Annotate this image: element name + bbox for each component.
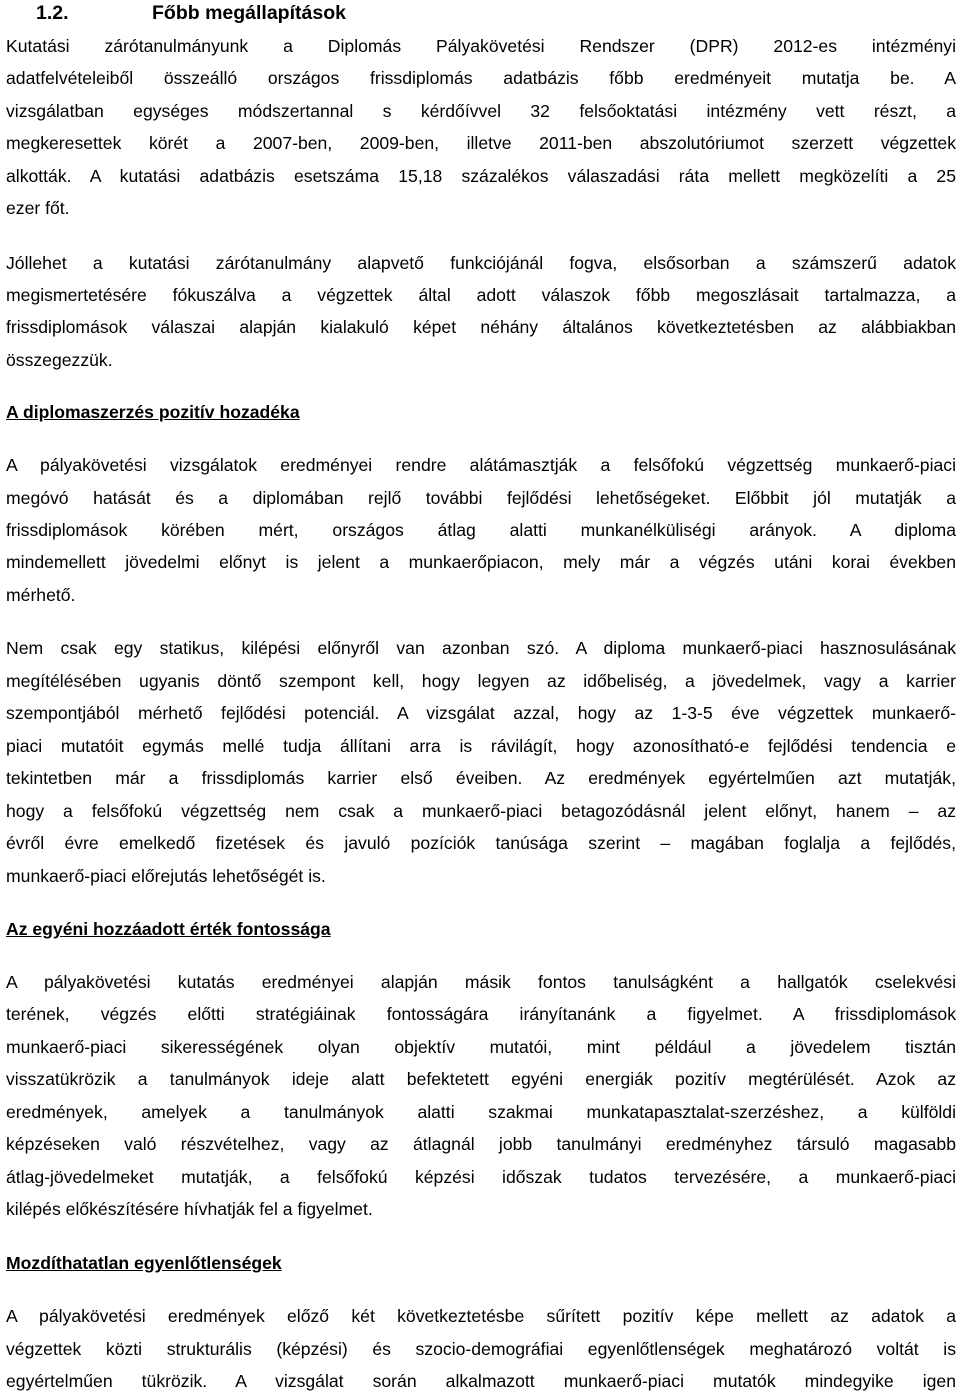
text-line: kilépés előkészítésére hívhatják fel a figyelmet. — [6, 1199, 373, 1219]
text-line: mindemellett jövedelmi előnyt is jelent a munkaerőpiacon, mely már a végzés utáni korai években — [6, 552, 956, 572]
section-number: 1.2. — [36, 2, 69, 24]
text-line: szempontjából mérhető fejlődési potenciál. A vizsgálat azzal, hogy az 1-3-5 éve végzettek munkaerő- — [6, 703, 956, 723]
text-line: terének, végzés előtti stratégiáinak fontosságára irányítanánk a figyelmet. A frissdiplomások — [6, 1004, 956, 1024]
text-line: visszatükrözik a tanulmányok ideje alatt befektetett egyéni energiák pozitív megtérülését. Azok az — [6, 1069, 956, 1089]
text-line: ezer főt. — [6, 198, 70, 218]
text-line: frissdiplomások körében mért, országos átlag alatti munkanélküliségi arányok. A diploma — [6, 520, 956, 540]
text-line: megítélésében ugyanis döntő szempont kell, hogy legyen az időbeliség, a jövedelmek, vagy a karrier — [6, 671, 956, 691]
text-line: összegezzük. — [6, 350, 113, 370]
text-line: alkották. A kutatási adatbázis esetszáma 15,18 százalékos válaszadási ráta mellett megközelíti a 25 — [6, 166, 956, 186]
text-line: adatfelvételeiből összeálló országos frissdiplomás adatbázis főbb eredményeit mutatja be. A — [6, 68, 956, 88]
text-line: Kutatási zárótanulmányunk a Diplomás Pályakövetési Rendszer (DPR) 2012-es intézményi — [6, 36, 956, 56]
section-title: Főbb megállapítások — [152, 2, 346, 24]
text-line: hogy a felsőfokú végzettség nem csak a munkaerő-piaci betagozódásnál jelent előnyt, hanem – az — [6, 801, 956, 821]
text-line: mérhető. — [6, 585, 76, 605]
text-line: évről évre emelkedő fizetések és javuló pozíciók tanúsága szerint – magában foglalja a fejlődés, — [6, 833, 956, 853]
text-line: frissdiplomások válaszai alapján kialakuló képet néhány általános következtetésben az alábbiakban — [6, 317, 956, 337]
text-line: egyértelműen tükrözik. A vizsgálat során alkalmazott munkaerő-piaci mutatók mindegyike igen — [6, 1371, 956, 1391]
text-line: tekintetben már a frissdiplomás karrier első éveiben. Az eredmények egyértelműen azt mutatják, — [6, 768, 956, 788]
text-line: megóvó hatását és a diplomában rejlő további fejlődési lehetőségeket. Előbbit jól mutatják a — [6, 488, 956, 508]
text-line: átlag-jövedelmeket mutatják, a felsőfokú képzési időszak tudatos tervezésére, a munkaerő-piaci — [6, 1167, 956, 1187]
text-line: vizsgálatban egységes módszertannal s kérdőívvel 32 felsőoktatási intézmény vett részt, a — [6, 101, 956, 121]
subheading-individual-value: Az egyéni hozzáadott érték fontossága — [6, 919, 331, 939]
subheading-inequalities: Mozdíthatatlan egyenlőtlenségek — [6, 1253, 282, 1273]
text-line: végzettek közti strukturális (képzési) és szocio-demográfiai egyenlőtlenségek meghatározó voltát is — [6, 1339, 956, 1359]
text-line: A pályakövetési kutatás eredményei alapján másik fontos tanulságként a hallgatók cselekvési — [6, 972, 956, 992]
text-line: megkeresettek körét a 2007-ben, 2009-ben, illetve 2011-ben abszolutóriumot szerzett végzettek — [6, 133, 956, 153]
text-line: piaci mutatóit egymás mellé tudja állítani arra is rávilágít, hogy azonosítható-e fejlődési tendencia e — [6, 736, 956, 756]
text-line: megismertetésére fókuszálva a végzettek által adott válaszok főbb megoszlásait tartalmazza, a — [6, 285, 956, 305]
text-line: A pályakövetési vizsgálatok eredményei rendre alátámasztják a felsőfokú végzettség munkaerő-piaci — [6, 455, 956, 475]
text-line: Nem csak egy statikus, kilépési előnyről van azonban szó. A diploma munkaerő-piaci hasznosulásának — [6, 638, 956, 658]
text-line: képzéseken való részvételhez, vagy az átlagnál jobb tanulmányi eredményhez társuló magasabb — [6, 1134, 956, 1154]
text-line: munkaerő-piaci sikerességének olyan objektív mutatói, mint például a jövedelem tisztán — [6, 1037, 956, 1057]
text-line: Jóllehet a kutatási zárótanulmány alapvető funkciójánál fogva, elsősorban a számszerű adatok — [6, 253, 956, 273]
subheading-diploma-benefit: A diplomaszerzés pozitív hozadéka — [6, 402, 300, 422]
text-line: A pályakövetési eredmények előző két következtetésbe sűrített pozitív képe mellett az adatok a — [6, 1306, 956, 1326]
text-line: eredmények, amelyek a tanulmányok alatti szakmai munkatapasztalat-szerzéshez, a külföldi — [6, 1102, 956, 1122]
text-line: munkaerő-piaci előrejutás lehetőségét is. — [6, 866, 326, 886]
